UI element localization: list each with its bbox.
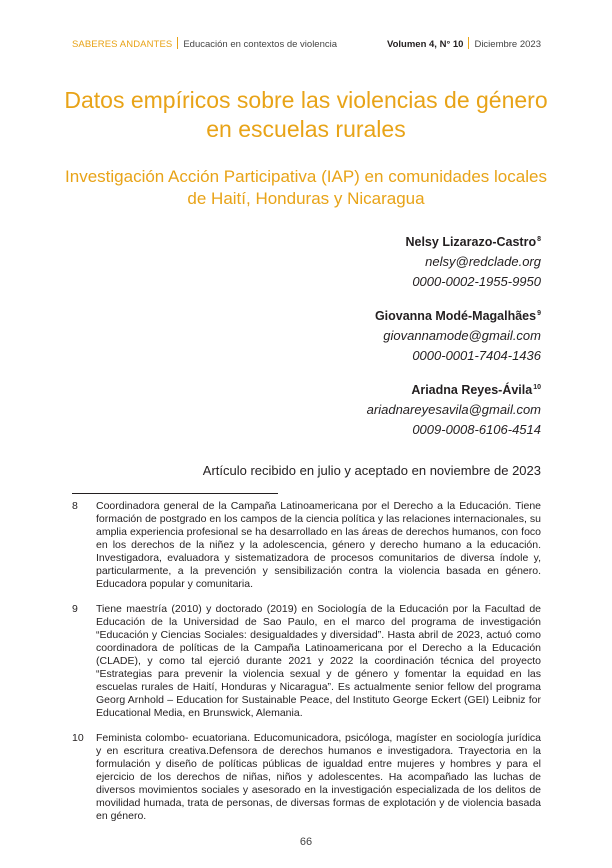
footnote: [72, 732, 541, 823]
footnote-number: 10: [72, 732, 84, 744]
header-right: [387, 37, 541, 50]
footnote-text: Tiene maestría (2010) y doctorado (2019) en Sociología de la Educación por la Facultad de Educación de la Universidad de Sao Paulo, en el marco del programa de investigación “Educación y Ciencias Sociales: desigualdades y diversidad”. Hasta abril de 2023, actuó como coordinadora de políticas de la Campaña Latinoamericana por el Derecho a la Educación (CLADE), y como tal ejerció durante 2021 y 2022 la coordinación técnica del proyecto “Estrategias para prevenir la violencia sexual y de género y fomentar la equidad en las escuelas rurales de Haití, Honduras y Nicaragua”. Es actualmente senior fellow del programa Georg Arnhold – Education for Sustainable Peace, del Instituto George Eckert (GEI) Leibniz for Educational Media, en Brunswick, Alemania.: [96, 603, 541, 719]
author-orcid: 0009-0008-6106-4514: [412, 422, 541, 437]
footnote-number: 9: [72, 603, 78, 615]
footnote-number: 8: [72, 500, 78, 512]
author-email[interactable]: ariadnareyesavila@gmail.com: [366, 402, 541, 417]
footnote-text: Coordinadora general de la Campaña Latinoamericana por el Derecho a la Educación. Tiene formación de postgrado en los campos de la ciencia política y las relaciones internacionales, su amplia experiencia profesional se ha desarrollado en las áreas de derechos humanos, con foco en los derechos de la niñez y la adolescencia, género y derecho humano a la educación. Investigadora, evaluadora y sistematizadora de procesos comunitarios de diversa índole y, particularmente, a la prevención y sensibilización contra la violencia basada en género. Educadora popular y comunitaria.: [96, 500, 541, 590]
author-email[interactable]: giovannamode@gmail.com: [383, 328, 541, 343]
author-name: Giovanna Modé-Magalhães$^9$: [374, 309, 541, 323]
footnote-text: Feminista colombo- ecuatoriana. Educomunicadora, psicóloga, magíster en sociología jurídica y en escritura creativa.Defensora de derechos humanos e investigadora. Trayectoria en la formulación y diseño de políticas públicas de igualdad entre mujeres y hombres y para el ejercicio de los derechos de niñas, niños y adolescentes. Ha acompañado las luchas de diversos movimientos sociales y asesorado en la investigación especializada de los delitos de movilidad humada, trata de personas, de diversas formas de explotación y de violencia basada en género.: [96, 732, 541, 822]
author-name: Ariadna Reyes-Ávila$^{10}$: [411, 383, 541, 397]
article-subtitle: Investigación Acción Participativa (IAP) en comunidades locales de Haití, Honduras y Nicaragua: [65, 167, 547, 208]
author-orcid: 0000-0002-1955-9950: [412, 274, 541, 289]
author-email[interactable]: nelsy@redclade.org: [425, 254, 541, 269]
author-block: [141, 304, 541, 366]
footnote: [72, 500, 541, 591]
running-header: [72, 37, 541, 53]
footnotes: [72, 500, 541, 835]
received-note: Artículo recibido en julio y aceptado en noviembre de 2023: [202, 463, 541, 478]
volume-number: Volumen 4, N° 10: [386, 39, 464, 50]
footnote-ref[interactable]: 9: [537, 310, 541, 317]
footnote-ref[interactable]: 8: [537, 236, 541, 243]
page-number: 66: [299, 836, 313, 848]
section-name: Educación en contextos de violencia: [183, 39, 338, 50]
author-block: [141, 378, 541, 440]
author-name: Nelsy Lizarazo-Castro$^8$: [405, 235, 541, 249]
author-block: [141, 230, 541, 292]
header-divider: [468, 37, 469, 49]
footnote: [72, 603, 541, 720]
article-title: Datos empíricos sobre las violencias de género en escuelas rurales: [64, 87, 548, 142]
header-left: [72, 37, 337, 50]
header-divider: [177, 37, 178, 49]
issue-date: Diciembre 2023: [474, 39, 541, 50]
author-list: [141, 230, 541, 452]
journal-name: SABERES ANDANTES: [72, 39, 173, 50]
author-orcid: 0000-0001-7404-1436: [412, 348, 541, 363]
footnote-ref[interactable]: 10: [533, 384, 541, 391]
footnote-rule: [72, 493, 278, 494]
